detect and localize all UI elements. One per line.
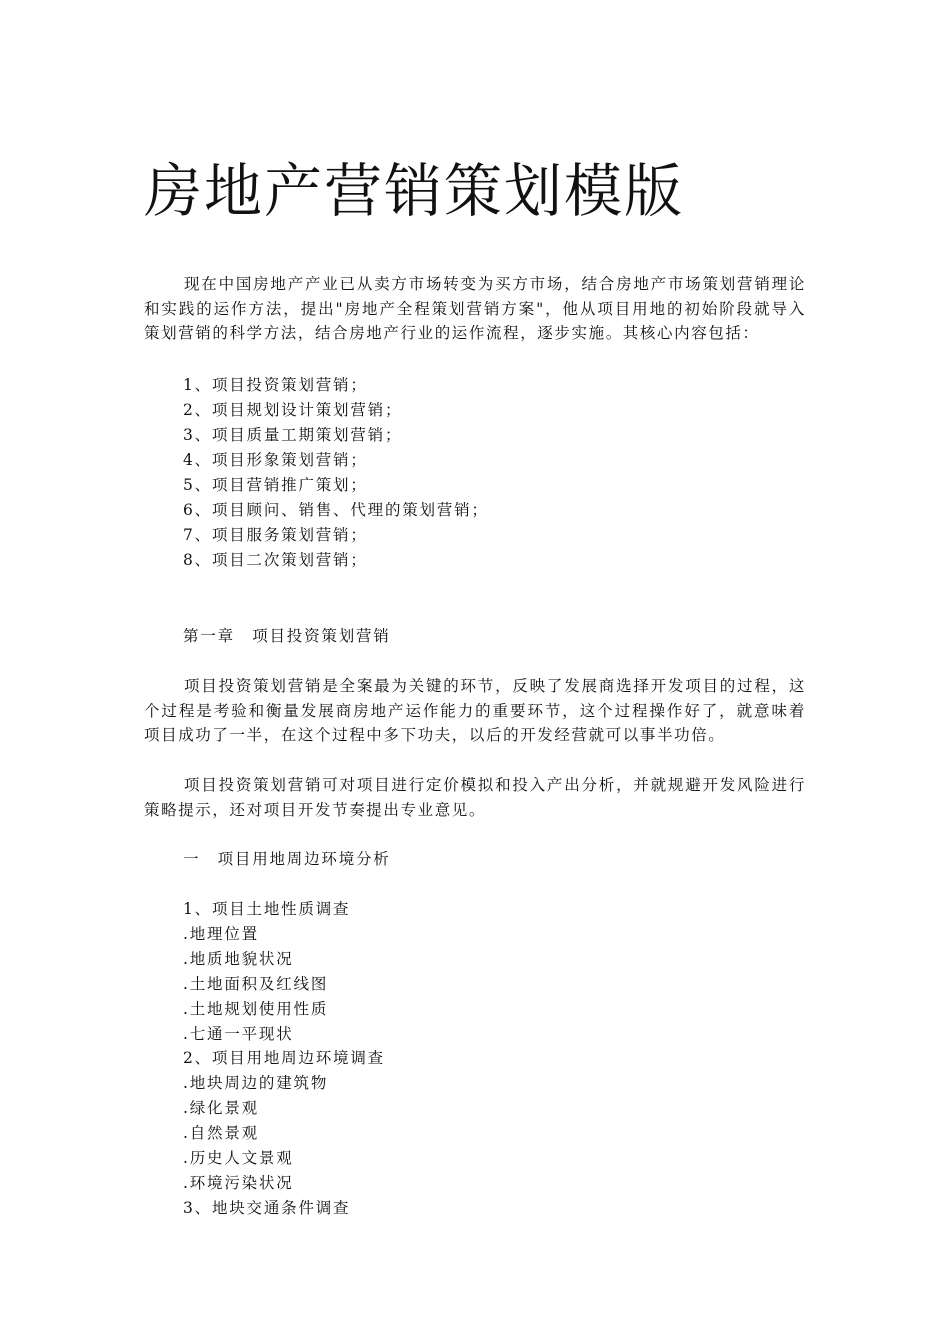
section-title: 一 项目用地周边环境分析 xyxy=(183,850,391,868)
core-item-8: 8、项目二次策划营销； xyxy=(183,551,368,569)
section-item-11: .历史人文景观 xyxy=(183,1149,294,1167)
section-item-1: 1、项目土地性质调查 xyxy=(183,900,351,918)
section-item-5: .土地规划使用性质 xyxy=(183,1000,329,1018)
core-item-6: 6、项目顾问、销售、代理的策划营销； xyxy=(183,501,489,519)
section-item-2: .地理位置 xyxy=(183,925,259,943)
core-item-3: 3、项目质量工期策划营销； xyxy=(183,426,403,444)
section-item-7: 2、项目用地周边环境调查 xyxy=(183,1049,385,1067)
core-item-5: 5、项目营销推广策划； xyxy=(183,476,368,494)
section-item-4: .土地面积及红线图 xyxy=(183,975,329,993)
core-item-4: 4、项目形象策划营销； xyxy=(183,451,368,469)
section-item-12: .环境污染状况 xyxy=(183,1174,294,1192)
intro-paragraph: 现在中国房地产产业已从卖方市场转变为买方市场，结合房地产市场策划营销理论和实践的运作方法，提出"房地产全程策划营销方案"，他从项目用地的初始阶段就导入策划营销的科学方法，结合房地产行业的运作流程，逐步实施。其核心内容包括： xyxy=(144,275,806,342)
document-title: 房地产营销策划模版 xyxy=(144,157,685,225)
section-item-3: .地质地貌状况 xyxy=(183,950,294,968)
chapter-paragraph-1: 项目投资策划营销是全案最为关键的环节，反映了发展商选择开发项目的过程，这个过程是考验和衡量发展商房地产运作能力的重要环节，这个过程操作好了，就意味着项目成功了一半，在这个过程中多下功夫，以后的开发经营就可以事半功倍。 xyxy=(144,677,806,744)
core-item-1: 1、项目投资策划营销； xyxy=(183,376,368,394)
core-item-7: 7、项目服务策划营销； xyxy=(183,526,368,544)
chapter-paragraph-2: 项目投资策划营销可对项目进行定价模拟和投入产出分析，并就规避开发风险进行策略提示，还对项目开发节奏提出专业意见。 xyxy=(144,776,806,819)
section-item-13: 3、地块交通条件调查 xyxy=(183,1199,351,1217)
section-item-8: .地块周边的建筑物 xyxy=(183,1074,329,1092)
chapter-title: 第一章 项目投资策划营销 xyxy=(183,627,391,645)
core-item-2: 2、项目规划设计策划营销； xyxy=(183,401,403,419)
section-item-9: .绿化景观 xyxy=(183,1099,259,1117)
section-item-6: .七通一平现状 xyxy=(183,1025,294,1043)
section-item-10: .自然景观 xyxy=(183,1124,259,1142)
